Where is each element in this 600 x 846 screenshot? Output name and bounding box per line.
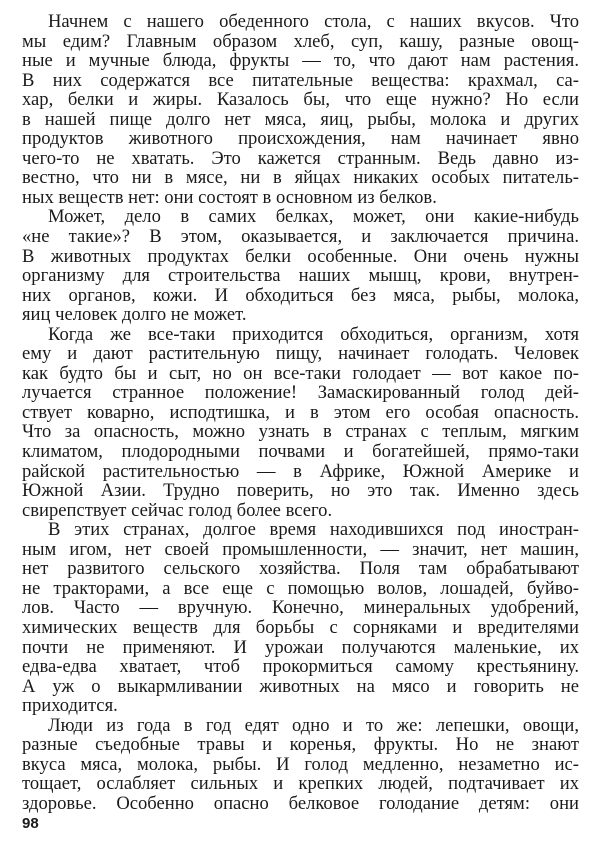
text-line: едва-едва хватает, чтоб прокормиться самому крестьянину. [22, 656, 579, 678]
text-line: не тракторами, а все еще с помощью волов, лошадей, буйво- [22, 577, 579, 599]
text-line: тощает, ослабляет сильных и крепких людей, подтачивает их [22, 773, 579, 795]
text-line: А уж о выкармливании животных на мясо и говорить не [22, 675, 579, 697]
text-line: В животных продуктах белки особенные. Они очень нужны [22, 245, 579, 267]
text-line: райской растительностью — в Африке, Южной Америке и [22, 460, 579, 482]
text-line: мы едим? Главным образом хлеб, суп, кашу, разные овощ- [22, 30, 579, 52]
text-line: нет развитого сельского хозяйства. Поля там обрабатывают [22, 558, 579, 580]
paragraph-start-line: Люди из года в год едят одно и то же: лепешки, овощи, [48, 714, 579, 736]
text-line: яиц человек долго не может. [22, 304, 247, 326]
text-line: ные и мучные блюда, фрукты — то, что дают нам растения. [22, 50, 579, 72]
text-line: лучается странное положение! Замаскированный голод дей- [22, 382, 579, 404]
text-line: вестно, что ни в мясе, ни в яйцах никаких особых питатель- [22, 167, 579, 189]
text-line: Что за опасность, можно узнать в странах с теплым, мягким [22, 421, 579, 443]
text-line: приходится. [22, 695, 118, 717]
text-line: продуктов животного происхождения, нам начинает явно [22, 128, 579, 150]
text-line: них органов, кожи. И обходиться без мяса, рыбы, молока, [22, 284, 579, 306]
page-number: 98 [22, 815, 39, 832]
text-line: вкуса мяса, молока, рыбы. И голод медленно, незаметно ис- [22, 753, 579, 775]
text-line: лов. Часто — вручную. Конечно, минеральных удобрений, [22, 597, 579, 619]
text-line: чего-то не хватать. Это кажется странным. Ведь давно из- [22, 147, 579, 169]
paragraph-start-line: В этих странах, долгое время находившихся под иностран- [48, 519, 579, 541]
text-line: хар, белки и жиры. Казалось бы, что еще нужно? Но если [22, 89, 579, 111]
text-line: организму для строительства наших мышц, крови, внутрен- [22, 265, 579, 287]
text-line: климатом, плодородными почвами и богатейшей, прямо-таки [22, 441, 579, 463]
text-line: почти не применяют. И урожаи получаются маленькие, их [22, 636, 579, 658]
paragraph-start-line: Когда же все-таки приходится обходиться, организм, хотя [48, 323, 579, 345]
text-line: ным игом, нет своей промышленности, — значит, нет машин, [22, 538, 579, 560]
page-text [22, 12, 579, 813]
text-line: как будто бы и сыт, но он все-таки голодает — вот какое по- [22, 362, 579, 384]
text-line: химических веществ для борьбы с сорняками и вредителями [22, 616, 579, 638]
text-line: свирепствует сейчас голод более всего. [22, 499, 333, 521]
text-line: ных веществ нет: они состоят в основном из белков. [22, 186, 437, 208]
text-line: Южной Азии. Трудно поверить, но это так. Именно здесь [22, 480, 579, 502]
text-line: здоровье. Особенно опасно белковое голодание детям: они [22, 792, 579, 814]
paragraph-start-line: Начнем с нашего обеденного стола, с наших вкусов. Что [48, 11, 579, 32]
text-line: разные съедобные травы и коренья, фрукты. Но не знают [22, 734, 579, 756]
text-line: В них содержатся все питательные вещества: крахмал, са- [22, 69, 579, 91]
text-line: «не такие»? В этом, оказывается, и заключается причина. [22, 226, 579, 248]
text-line: в нашей пище долго нет мяса, яиц, рыбы, молока и других [22, 108, 579, 130]
text-line: ствует коварно, исподтишка, и в этом его особая опасность. [22, 401, 579, 423]
paragraph-start-line: Может, дело в самих белках, может, они какие-нибудь [48, 206, 579, 228]
text-line: ему и дают растительную пищу, начинает голодать. Человек [22, 343, 579, 365]
